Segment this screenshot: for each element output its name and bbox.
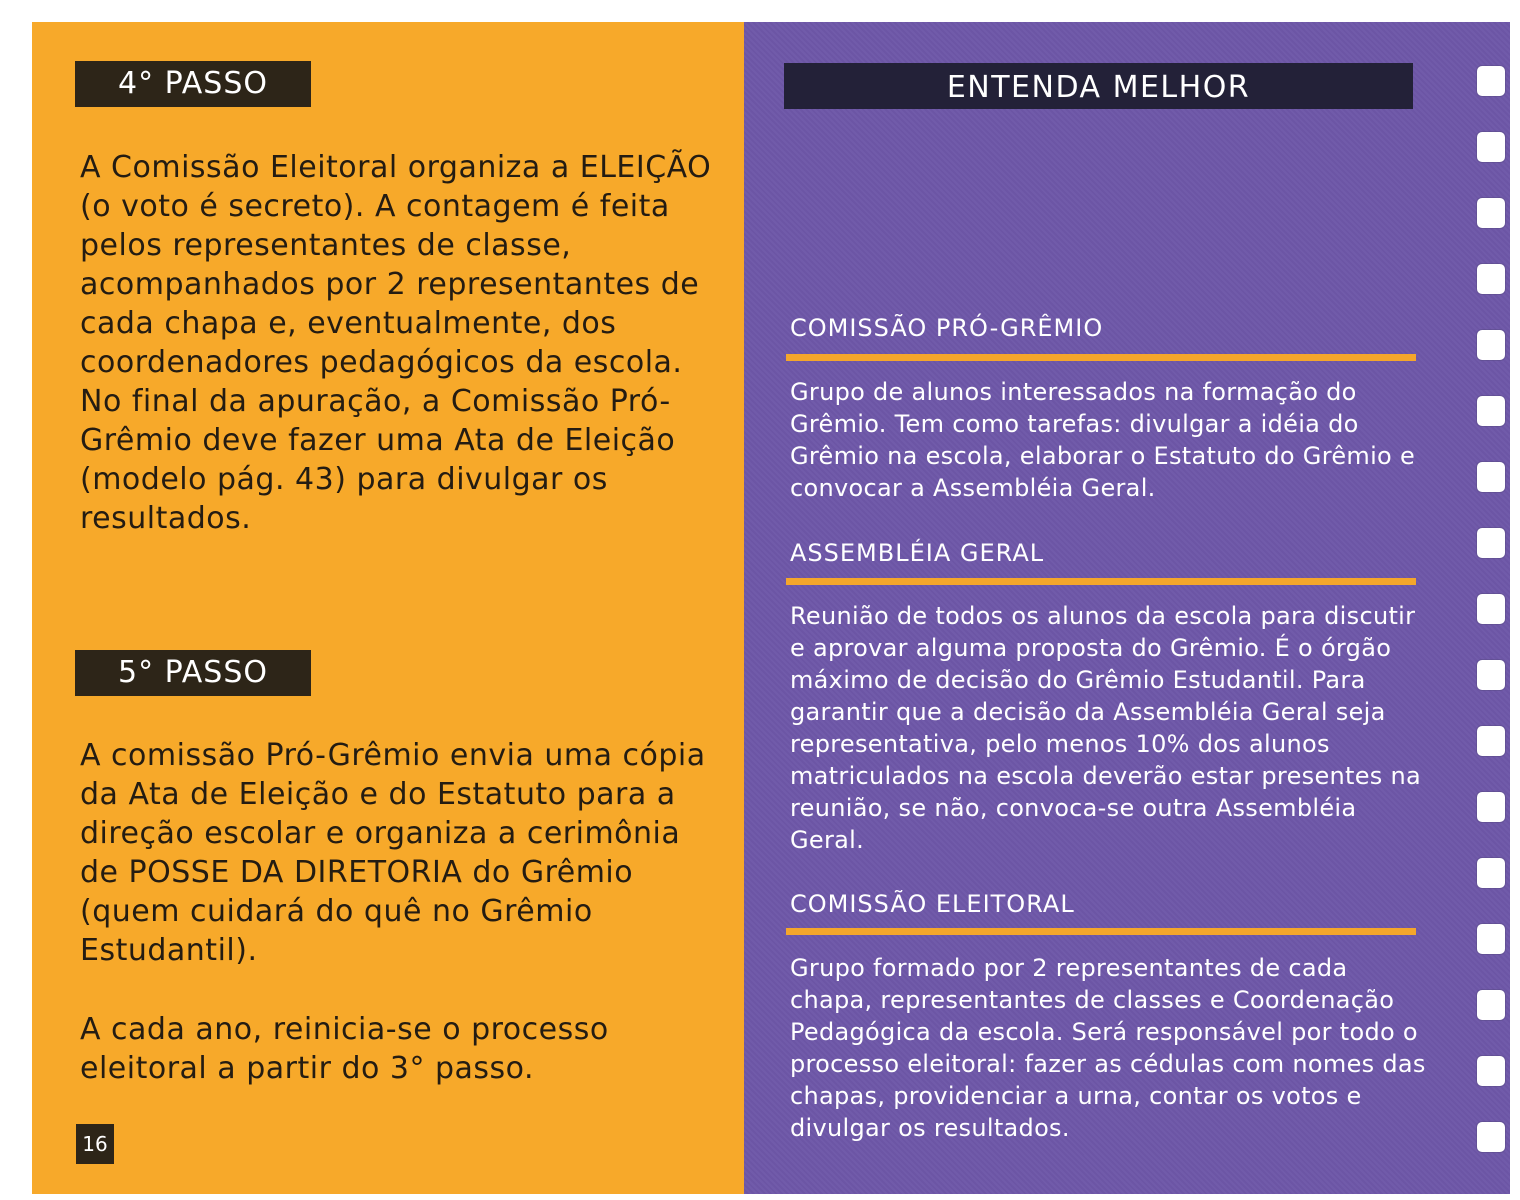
binding-hole xyxy=(1477,924,1505,954)
binding-hole xyxy=(1477,132,1505,162)
term-divider xyxy=(786,578,1416,585)
binding-hole xyxy=(1477,198,1505,228)
term-divider xyxy=(786,928,1416,935)
term-description-assembleia-geral: Reunião de todos os alunos da escola para discutir e aprovar alguma proposta do Grêmio. É o órgão máximo de decisão do Grêmio Estudantil. Para garantir que a decisão da Assembléia Geral seja representativa, pelo menos 10% dos alunos matriculados na escola deverão estar presentes na reunião, se não, convoca-se outra Assembléia Geral. xyxy=(790,602,1422,854)
spiral-binding xyxy=(1474,60,1510,1170)
step-4-label: 4° PASSO xyxy=(75,61,311,107)
binding-hole xyxy=(1477,330,1505,360)
binding-hole xyxy=(1477,792,1505,822)
binding-hole xyxy=(1477,726,1505,756)
binding-hole xyxy=(1477,1122,1505,1152)
entenda-melhor-banner: ENTENDA MELHOR xyxy=(784,63,1413,109)
term-title-comissao-eleitoral: COMISSÃO ELEITORAL xyxy=(790,890,1075,918)
term-title-comissao-pro-gremio: COMISSÃO PRÓ-GRÊMIO xyxy=(790,314,1104,342)
step-5-label: 5° PASSO xyxy=(75,650,311,696)
binding-hole xyxy=(1477,396,1505,426)
binding-hole xyxy=(1477,462,1505,492)
binding-hole xyxy=(1477,264,1505,294)
binding-hole xyxy=(1477,594,1505,624)
binding-hole xyxy=(1477,990,1505,1020)
step-5-text: A comissão Pró-Grêmio envia uma cópia da Ata de Eleição e do Estatuto para a direção escolar e organiza a cerimônia de POSSE DA DIRETORIA do Grêmio (quem cuidará do quê no Grêmio Estudantil). xyxy=(80,738,706,968)
binding-hole xyxy=(1477,660,1505,690)
step-4-text: A Comissão Eleitoral organiza a ELEIÇÃO (o voto é secreto). A contagem é feita pelos representantes de classe, acompanhados por 2 representantes de cada chapa e, eventualmente, dos coordenadores pedagógicos da escola. No final da apuração, a Comissão Pró-Grêmio deve fazer uma Ata de Eleição (modelo pág. 43) para divulgar os resultados. xyxy=(80,150,712,536)
binding-hole xyxy=(1477,858,1505,888)
term-divider xyxy=(786,354,1416,361)
binding-hole xyxy=(1477,528,1505,558)
binding-hole xyxy=(1477,1056,1505,1086)
binding-hole xyxy=(1477,66,1505,96)
term-description-comissao-pro-gremio: Grupo de alunos interessados na formação do Grêmio. Tem como tarefas: divulgar a idéia do Grêmio na escola, elaborar o Estatuto do Grêmio e convocar a Assembléia Geral. xyxy=(790,378,1416,502)
page-number: 16 xyxy=(76,1124,114,1164)
term-description-comissao-eleitoral: Grupo formado por 2 representantes de cada chapa, representantes de classes e Coordenação Pedagógica da escola. Será responsável por todo o processo eleitoral: fazer as cédulas com nomes das chapas, providenciar a urna, contar os votos e divulgar os resultados. xyxy=(790,954,1426,1142)
step-5-text-restart: A cada ano, reinicia-se o processo eleitoral a partir do 3° passo. xyxy=(80,1012,609,1086)
term-title-assembleia-geral: ASSEMBLÉIA GERAL xyxy=(790,539,1045,567)
